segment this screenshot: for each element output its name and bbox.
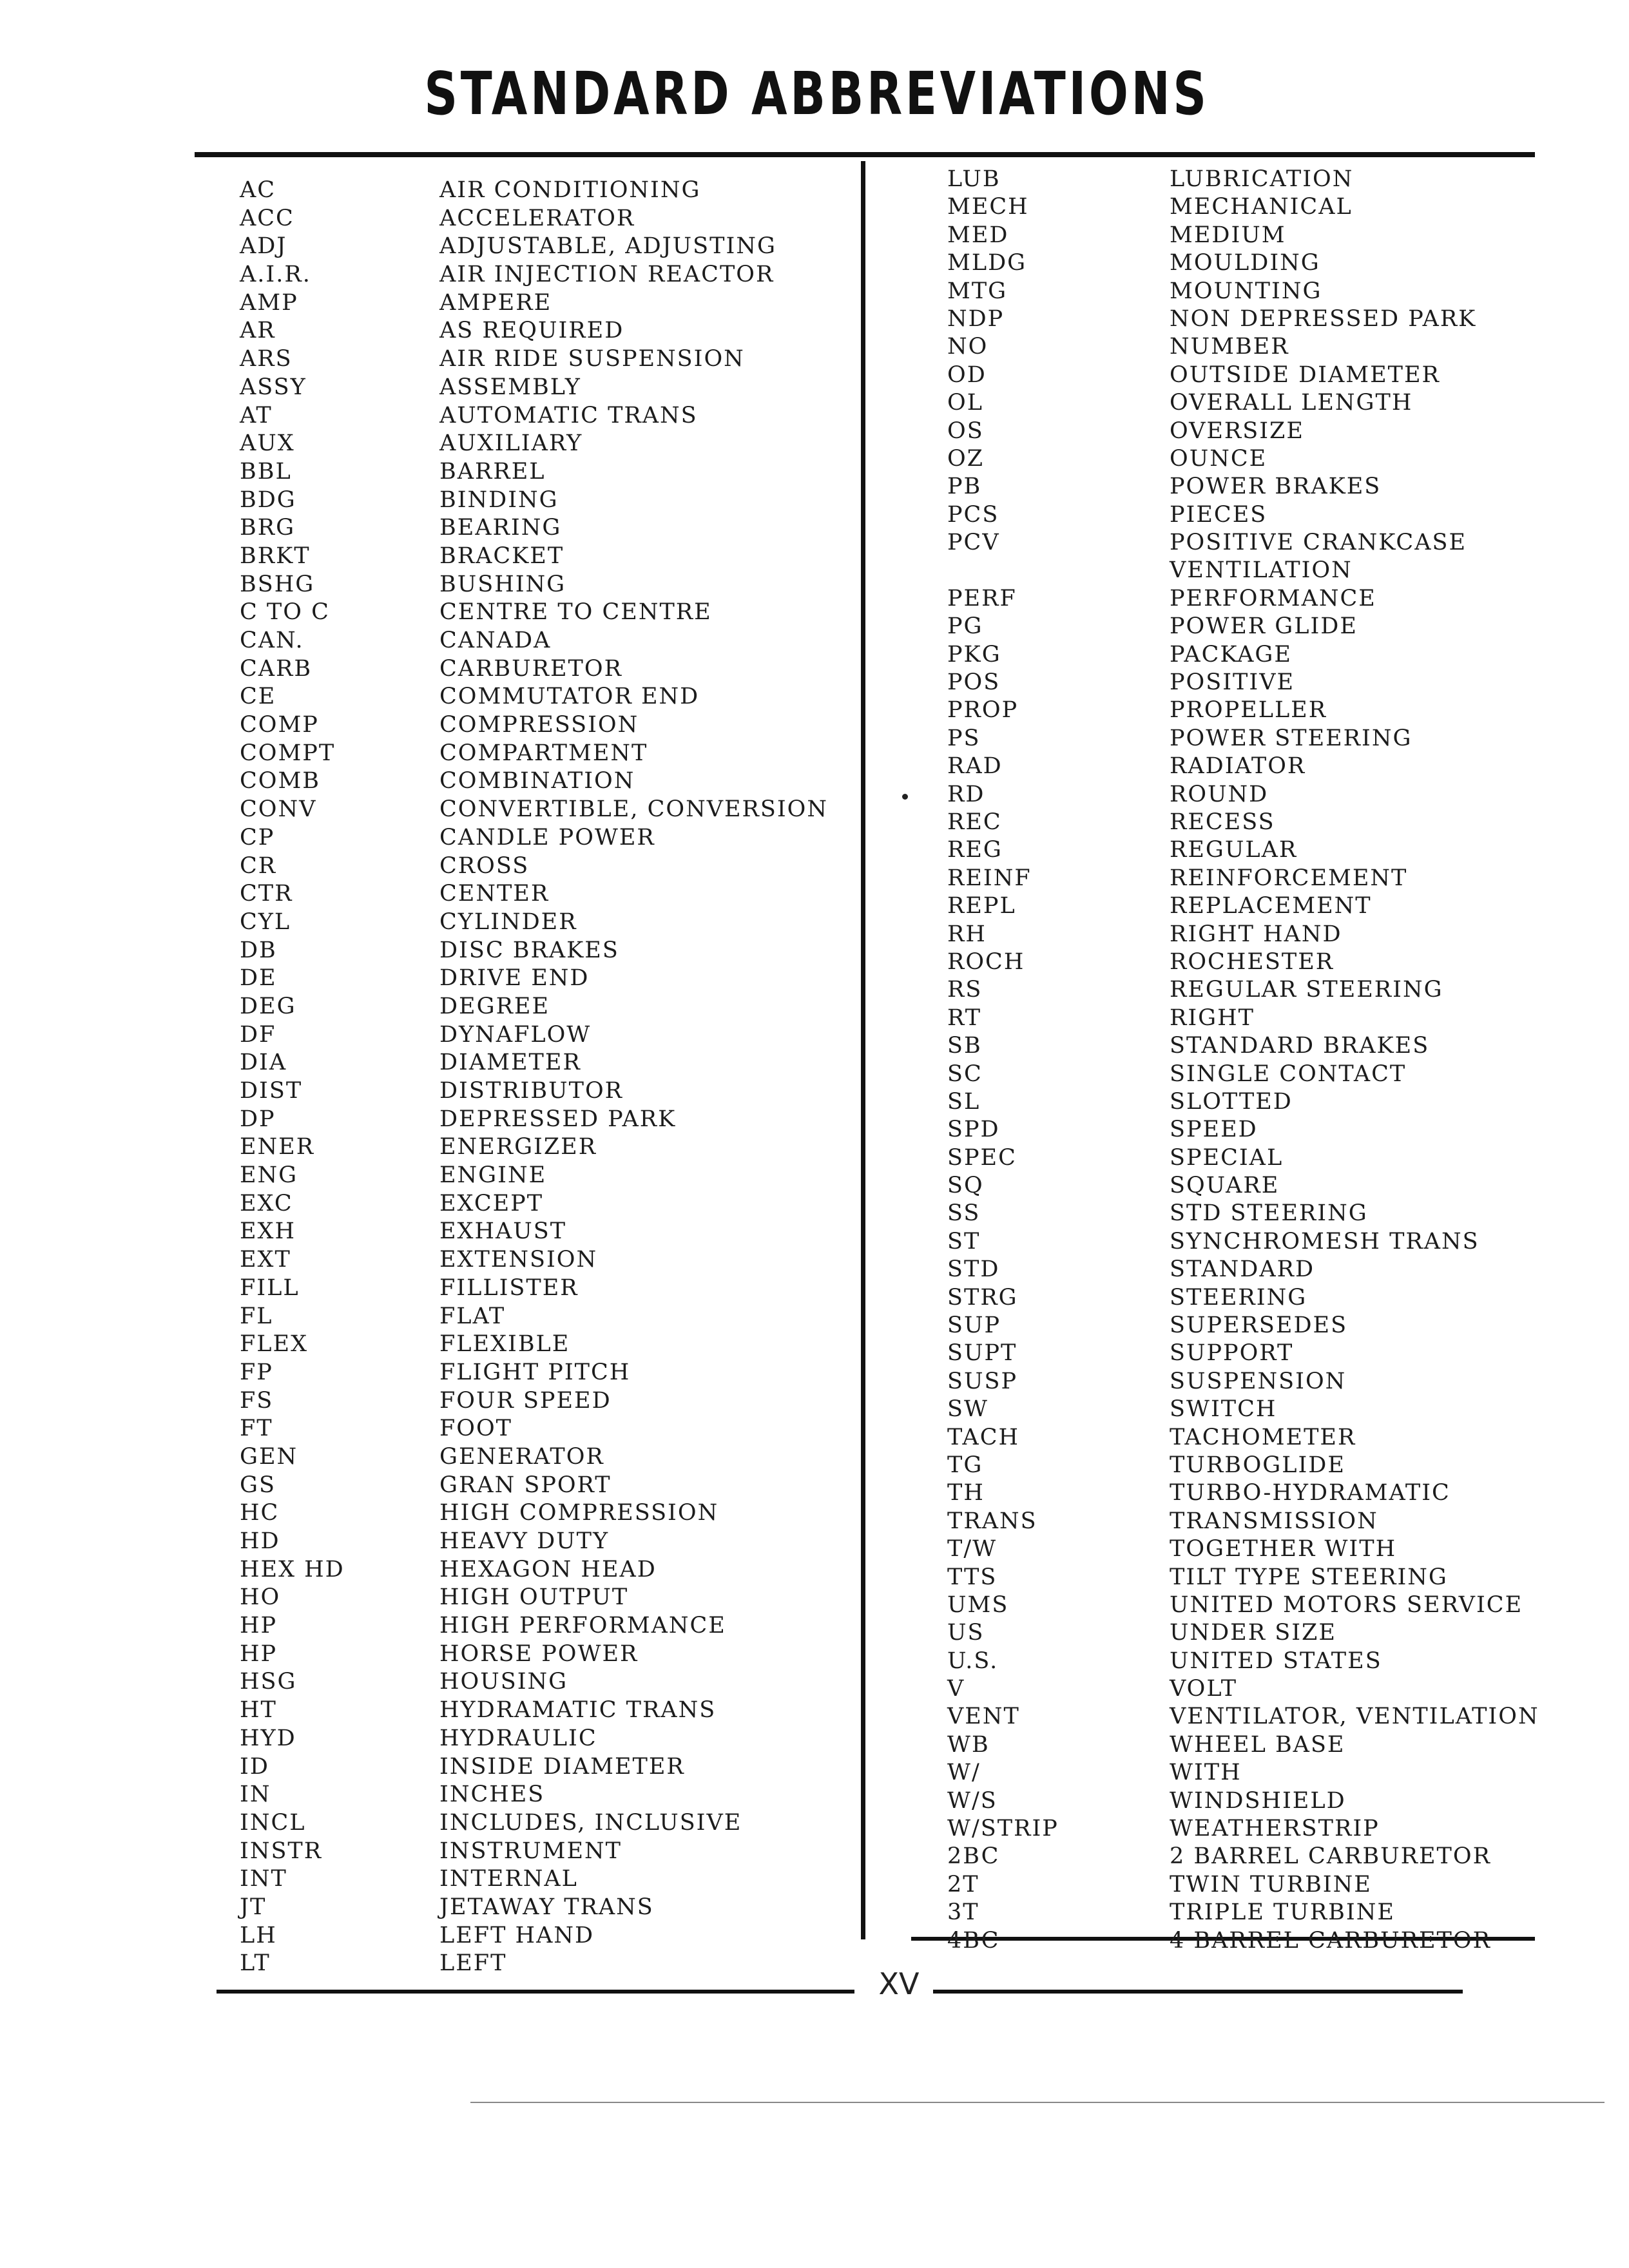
abbreviation-meaning: REGULAR	[1170, 837, 1298, 863]
abbreviation-meaning: TURBO-HYDRAMATIC	[1170, 1480, 1451, 1506]
abbreviation-code: 4BC	[947, 1927, 1000, 1954]
abbreviation-meaning: SPECIAL	[1170, 1144, 1284, 1171]
abbreviation-meaning: EXCEPT	[439, 1190, 544, 1216]
abbreviation-code: CYL	[240, 908, 291, 935]
abbreviation-meaning: CANADA	[439, 628, 552, 653]
abbreviation-meaning: 4 BARREL CARBURETOR	[1170, 1927, 1491, 1954]
abbreviation-code: LT	[240, 1950, 271, 1977]
abbreviation-code: T/W	[947, 1536, 998, 1562]
abbreviation-meaning: DIAMETER	[439, 1050, 581, 1076]
abbreviation-code: DIST	[240, 1078, 303, 1104]
abbreviation-code: GEN	[240, 1443, 298, 1470]
abbreviation-code: 2T	[947, 1871, 979, 1898]
abbreviation-meaning: ROCHESTER	[1170, 948, 1335, 975]
abbreviation-code: HC	[240, 1500, 280, 1526]
abbreviation-code: COMPT	[240, 740, 336, 766]
abbreviation-meaning: HYDRAULIC	[439, 1725, 597, 1751]
abbreviation-meaning: FILLISTER	[439, 1274, 579, 1301]
abbreviation-meaning: SINGLE CONTACT	[1170, 1061, 1407, 1087]
abbreviation-meaning: HIGH OUTPUT	[439, 1584, 629, 1611]
abbreviation-meaning: TILT TYPE STEERING	[1170, 1564, 1448, 1590]
abbreviation-code: A.I.R.	[240, 262, 311, 288]
abbreviation-meaning: POWER STEERING	[1170, 725, 1412, 751]
abbreviation-code: CONV	[240, 796, 317, 823]
abbreviation-code: SUPT	[947, 1340, 1017, 1367]
abbreviation-code: POS	[947, 669, 1001, 696]
abbreviation-code: HSG	[240, 1669, 297, 1695]
abbreviation-meaning: ADJUSTABLE, ADJUSTING	[439, 233, 776, 260]
abbreviation-code: SPD	[947, 1117, 1000, 1143]
abbreviation-code: INT	[240, 1866, 287, 1892]
abbreviation-code: REPL	[947, 893, 1016, 919]
abbreviation-code: RD	[947, 781, 985, 807]
abbreviation-code: AR	[240, 318, 276, 344]
scan-artifact-line	[470, 2102, 1605, 2103]
abbreviation-meaning: HIGH COMPRESSION	[439, 1500, 719, 1526]
abbreviation-meaning: POWER BRAKES	[1170, 474, 1382, 500]
abbreviation-code: ID	[240, 1753, 269, 1780]
abbreviation-meaning: TOGETHER WITH	[1170, 1536, 1397, 1562]
abbreviation-code: OL	[947, 390, 983, 416]
abbreviation-meaning: SWITCH	[1170, 1396, 1277, 1423]
abbreviation-code: CR	[240, 852, 277, 879]
abbreviation-meaning: SUSPENSION	[1170, 1368, 1347, 1394]
abbreviation-meaning: JETAWAY TRANS	[439, 1894, 654, 1920]
abbreviation-meaning: LEFT	[439, 1950, 507, 1977]
abbreviation-meaning: CARBURETOR	[439, 655, 622, 682]
abbreviation-code: ASSY	[240, 374, 307, 400]
abbreviation-meaning: CROSS	[439, 852, 530, 879]
abbreviation-code: FL	[240, 1303, 273, 1329]
abbreviation-meaning: INTERNAL	[439, 1866, 578, 1892]
abbreviation-code: ST	[947, 1228, 981, 1254]
abbreviation-meaning: AIR INJECTION REACTOR	[439, 262, 775, 288]
abbreviation-meaning: DEPRESSED PARK	[439, 1106, 677, 1132]
abbreviation-code: TH	[947, 1480, 985, 1506]
abbreviation-code: WB	[947, 1731, 990, 1758]
abbreviation-meaning: HEAVY DUTY	[439, 1528, 610, 1554]
abbreviation-code: TTS	[947, 1564, 998, 1590]
abbreviation-code: RH	[947, 921, 987, 947]
abbreviation-code: EXT	[240, 1247, 291, 1273]
abbreviation-meaning: MOULDING	[1170, 250, 1320, 276]
abbreviation-code: SUSP	[947, 1368, 1018, 1394]
abbreviation-code: FILL	[240, 1274, 300, 1301]
abbreviation-code: C TO C	[240, 599, 330, 626]
abbreviation-code: OS	[947, 418, 984, 444]
abbreviation-meaning: OVERSIZE	[1170, 418, 1304, 444]
abbreviation-code: IN	[240, 1782, 271, 1808]
abbreviation-code: FS	[240, 1387, 274, 1414]
abbreviation-code: SPEC	[947, 1144, 1017, 1171]
abbreviation-meaning: BARREL	[439, 458, 546, 485]
abbreviation-code: PERF	[947, 585, 1017, 611]
abbreviation-meaning: MEDIUM	[1170, 222, 1286, 248]
abbreviation-meaning: NON DEPRESSED PARK	[1170, 305, 1477, 332]
abbreviation-meaning: ACCELERATOR	[439, 205, 635, 231]
abbreviation-meaning: DEGREE	[439, 993, 550, 1019]
abbreviation-meaning: FLEXIBLE	[439, 1331, 570, 1358]
abbreviation-code: BSHG	[240, 571, 315, 597]
abbreviation-meaning: TRIPLE TURBINE	[1170, 1899, 1395, 1926]
page-title: STANDARD ABBREVIATIONS	[424, 59, 1210, 128]
abbreviation-code: EXH	[240, 1218, 296, 1245]
abbreviation-meaning: AMPERE	[439, 289, 552, 316]
abbreviation-code: AC	[240, 177, 276, 203]
abbreviation-meaning: POWER GLIDE	[1170, 613, 1358, 640]
abbreviation-meaning: DYNAFLOW	[439, 1021, 592, 1048]
abbreviation-meaning: HEXAGON HEAD	[439, 1556, 657, 1582]
abbreviation-meaning: UNITED MOTORS SERVICE	[1170, 1591, 1523, 1618]
abbreviation-meaning: RECESS	[1170, 809, 1275, 835]
abbreviation-meaning: INCHES	[439, 1782, 545, 1808]
abbreviation-meaning: DRIVE END	[439, 965, 590, 992]
abbreviation-meaning: BUSHING	[439, 571, 566, 597]
abbreviation-meaning: FOUR SPEED	[439, 1387, 612, 1414]
abbreviation-meaning: HIGH PERFORMANCE	[439, 1613, 726, 1639]
abbreviation-meaning: AIR RIDE SUSPENSION	[439, 346, 745, 372]
abbreviation-code: PCS	[947, 501, 999, 528]
abbreviation-code: ADJ	[240, 233, 287, 260]
abbreviation-meaning: RIGHT	[1170, 1004, 1255, 1031]
abbreviation-meaning: MECHANICAL	[1170, 194, 1353, 220]
abbreviation-code: ENER	[240, 1134, 315, 1160]
abbreviation-code: CTR	[240, 881, 293, 907]
abbreviation-meaning: RIGHT HAND	[1170, 921, 1342, 947]
abbreviation-meaning: AS REQUIRED	[439, 318, 624, 344]
abbreviation-code: W/	[947, 1760, 981, 1786]
abbreviation-code: SC	[947, 1061, 983, 1087]
abbreviation-code: OD	[947, 361, 987, 388]
abbreviation-meaning: COMPARTMENT	[439, 740, 648, 766]
abbreviation-meaning: COMBINATION	[439, 768, 635, 794]
abbreviation-meaning: TWIN TURBINE	[1170, 1871, 1372, 1898]
abbreviation-meaning: COMMUTATOR END	[439, 684, 700, 710]
abbreviation-code: TG	[947, 1452, 983, 1478]
abbreviation-code: INSTR	[240, 1838, 323, 1864]
abbreviation-code: OZ	[947, 445, 985, 472]
abbreviation-code: LUB	[947, 166, 1001, 192]
abbreviation-meaning: OUTSIDE DIAMETER	[1170, 361, 1440, 388]
column-divider	[861, 161, 865, 1939]
abbreviation-meaning: CONVERTIBLE, CONVERSION	[439, 796, 828, 823]
abbreviation-meaning: REINFORCEMENT	[1170, 865, 1408, 891]
abbreviation-code: TRANS	[947, 1508, 1037, 1534]
abbreviation-code: DEG	[240, 993, 296, 1019]
abbreviation-meaning: HORSE POWER	[439, 1640, 639, 1667]
abbreviation-code: SB	[947, 1033, 982, 1059]
abbreviation-meaning: VENTILATION	[1170, 557, 1353, 584]
abbreviation-meaning: CYLINDER	[439, 908, 577, 935]
abbreviation-meaning: SUPPORT	[1170, 1340, 1294, 1367]
abbreviation-code: HO	[240, 1584, 281, 1611]
abbreviation-meaning: REPLACEMENT	[1170, 893, 1372, 919]
abbreviation-meaning: POSITIVE	[1170, 669, 1295, 696]
abbreviation-meaning: SLOTTED	[1170, 1088, 1293, 1115]
abbreviation-code: FT	[240, 1416, 273, 1442]
abbreviation-code: W/STRIP	[947, 1816, 1059, 1842]
abbreviation-meaning: INSTRUMENT	[439, 1838, 622, 1864]
abbreviation-code: MED	[947, 222, 1009, 248]
abbreviation-meaning: PROPELLER	[1170, 697, 1327, 724]
abbreviation-meaning: CENTRE TO CENTRE	[439, 599, 712, 626]
abbreviation-meaning: ENERGIZER	[439, 1134, 597, 1160]
abbreviation-meaning: DISTRIBUTOR	[439, 1078, 623, 1104]
abbreviation-meaning: AUTOMATIC TRANS	[439, 402, 698, 428]
abbreviation-code: REC	[947, 809, 1002, 835]
abbreviation-code: STRG	[947, 1284, 1018, 1311]
abbreviation-meaning: GENERATOR	[439, 1443, 604, 1470]
abbreviation-meaning: INCLUDES, INCLUSIVE	[439, 1809, 742, 1836]
abbreviation-code: NDP	[947, 305, 1005, 332]
abbreviation-meaning: CENTER	[439, 881, 550, 907]
abbreviation-code: RAD	[947, 753, 1003, 780]
abbreviation-code: SL	[947, 1088, 981, 1115]
footer-rule-left	[217, 1990, 854, 1994]
abbreviation-code: HEX HD	[240, 1556, 345, 1582]
abbreviation-code: CP	[240, 824, 275, 850]
stray-dot-mark	[902, 794, 908, 800]
abbreviation-meaning: NUMBER	[1170, 334, 1289, 360]
abbreviation-code: DF	[240, 1021, 276, 1048]
abbreviation-meaning: HYDRAMATIC TRANS	[439, 1697, 717, 1724]
abbreviation-code: HP	[240, 1640, 278, 1667]
abbreviation-meaning: STEERING	[1170, 1284, 1307, 1311]
abbreviation-code: RS	[947, 977, 983, 1003]
abbreviation-code: COMP	[240, 712, 319, 738]
abbreviation-code: SQ	[947, 1173, 984, 1199]
abbreviation-code: UMS	[947, 1591, 1009, 1618]
abbreviation-code: HP	[240, 1613, 278, 1639]
abbreviation-meaning: LEFT HAND	[439, 1922, 595, 1948]
abbreviation-meaning: PIECES	[1170, 501, 1268, 528]
abbreviation-code: HD	[240, 1528, 280, 1554]
abbreviation-code: LH	[240, 1922, 277, 1948]
abbreviation-meaning: SQUARE	[1170, 1173, 1280, 1199]
abbreviation-code: MECH	[947, 194, 1029, 220]
abbreviation-code: EXC	[240, 1190, 293, 1216]
abbreviation-code: W/S	[947, 1787, 998, 1814]
abbreviation-code: SUP	[947, 1312, 1001, 1339]
abbreviation-code: PROP	[947, 697, 1019, 724]
abbreviation-meaning: BEARING	[439, 515, 562, 541]
abbreviation-meaning: SYNCHROMESH TRANS	[1170, 1228, 1480, 1254]
abbreviation-code: FLEX	[240, 1331, 308, 1358]
abbreviation-meaning: STANDARD	[1170, 1256, 1315, 1283]
abbreviation-code: GS	[240, 1472, 276, 1498]
abbreviation-code: PG	[947, 613, 983, 640]
abbreviation-meaning: VENTILATOR, VENTILATION	[1170, 1704, 1539, 1730]
abbreviation-meaning: RADIATOR	[1170, 753, 1306, 780]
abbreviation-meaning: FOOT	[439, 1416, 513, 1442]
abbreviation-meaning: SUPERSEDES	[1170, 1312, 1348, 1339]
abbreviation-meaning: AUXILIARY	[439, 430, 583, 457]
abbreviation-code: DP	[240, 1106, 276, 1132]
abbreviation-meaning: REGULAR STEERING	[1170, 977, 1443, 1003]
abbreviation-code: V	[947, 1676, 965, 1702]
abbreviation-meaning: STANDARD BRAKES	[1170, 1033, 1430, 1059]
abbreviation-meaning: SPEED	[1170, 1117, 1258, 1143]
abbreviation-meaning: PACKAGE	[1170, 641, 1292, 668]
abbreviation-meaning: TRANSMISSION	[1170, 1508, 1378, 1534]
abbreviation-meaning: OUNCE	[1170, 445, 1268, 472]
abbreviation-code: CAN.	[240, 628, 304, 653]
abbreviation-meaning: HOUSING	[439, 1669, 568, 1695]
abbreviation-code: BRG	[240, 515, 296, 541]
abbreviation-meaning: WEATHERSTRIP	[1170, 1816, 1380, 1842]
abbreviation-meaning: BRACKET	[439, 543, 564, 569]
abbreviation-code: SS	[947, 1200, 981, 1227]
abbreviation-code: CE	[240, 684, 276, 710]
abbreviation-code: RT	[947, 1004, 982, 1031]
abbreviation-code: CARB	[240, 655, 313, 682]
abbreviation-meaning: FLIGHT PITCH	[439, 1359, 631, 1385]
abbreviation-code: DB	[240, 937, 277, 963]
abbreviation-meaning: INSIDE DIAMETER	[439, 1753, 685, 1780]
abbreviation-code: REG	[947, 837, 1003, 863]
abbreviation-code: TACH	[947, 1424, 1020, 1450]
abbreviation-meaning: LUBRICATION	[1170, 166, 1354, 192]
abbreviation-code: REINF	[947, 865, 1032, 891]
abbreviation-code: HYD	[240, 1725, 296, 1751]
abbreviation-meaning: WHEEL BASE	[1170, 1731, 1345, 1758]
abbreviation-meaning: VOLT	[1170, 1676, 1238, 1702]
abbreviation-meaning: COMPRESSION	[439, 712, 639, 738]
abbreviation-code: INCL	[240, 1809, 306, 1836]
abbreviation-meaning: 2 BARREL CARBURETOR	[1170, 1843, 1491, 1870]
abbreviation-meaning: CANDLE POWER	[439, 824, 655, 850]
abbreviation-code: MTG	[947, 278, 1008, 304]
abbreviation-code: NO	[947, 334, 988, 360]
abbreviation-code: HT	[240, 1697, 277, 1724]
abbreviation-meaning: UNDER SIZE	[1170, 1620, 1336, 1646]
abbreviation-code: FP	[240, 1359, 273, 1385]
abbreviation-meaning: WITH	[1170, 1760, 1242, 1786]
abbreviation-meaning: TACHOMETER	[1170, 1424, 1356, 1450]
page-number: XV	[878, 1966, 920, 2001]
abbreviation-code: AMP	[240, 289, 298, 316]
abbreviation-code: ACC	[240, 205, 294, 231]
abbreviation-meaning: WINDSHIELD	[1170, 1787, 1346, 1814]
abbreviation-meaning: EXHAUST	[439, 1218, 567, 1245]
abbreviation-code: MLDG	[947, 250, 1027, 276]
abbreviation-meaning: BINDING	[439, 486, 559, 513]
abbreviation-code: ENG	[240, 1162, 298, 1189]
abbreviation-code: VENT	[947, 1704, 1020, 1730]
abbreviation-meaning: GRAN SPORT	[439, 1472, 612, 1498]
abbreviation-meaning: EXTENSION	[439, 1247, 598, 1273]
abbreviation-code: BDG	[240, 486, 296, 513]
abbreviation-code: ARS	[240, 346, 293, 372]
top-rule	[195, 152, 1535, 157]
abbreviation-meaning: MOUNTING	[1170, 278, 1322, 304]
abbreviation-code: JT	[240, 1894, 267, 1920]
abbreviation-meaning: TURBOGLIDE	[1170, 1452, 1345, 1478]
abbreviation-code: DIA	[240, 1050, 287, 1076]
abbreviation-code: ROCH	[947, 948, 1025, 975]
abbreviation-code: COMB	[240, 768, 321, 794]
abbreviation-meaning: ENGINE	[439, 1162, 547, 1189]
abbreviation-code: PKG	[947, 641, 1001, 668]
abbreviation-meaning: DISC BRAKES	[439, 937, 619, 963]
abbreviation-code: AUX	[240, 430, 295, 457]
abbreviation-code: BBL	[240, 458, 292, 485]
abbreviation-meaning: AIR CONDITIONING	[439, 177, 701, 203]
abbreviation-code: SW	[947, 1396, 988, 1423]
footer-rule-right	[933, 1990, 1463, 1994]
abbreviation-meaning: ASSEMBLY	[439, 374, 581, 400]
abbreviation-meaning: FLAT	[439, 1303, 506, 1329]
abbreviation-code: 2BC	[947, 1843, 1000, 1870]
abbreviation-meaning: PERFORMANCE	[1170, 585, 1376, 611]
abbreviation-code: PCV	[947, 530, 1000, 556]
abbreviation-meaning: STD STEERING	[1170, 1200, 1368, 1227]
abbreviation-code: U.S.	[947, 1648, 999, 1674]
abbreviation-meaning: UNITED STATES	[1170, 1648, 1382, 1674]
abbreviation-meaning: POSITIVE CRANKCASE	[1170, 530, 1467, 556]
abbreviation-meaning: OVERALL LENGTH	[1170, 390, 1413, 416]
abbreviation-code: 3T	[947, 1899, 979, 1926]
abbreviation-code: BRKT	[240, 543, 311, 569]
abbreviation-code: PB	[947, 474, 982, 500]
abbreviation-code: US	[947, 1620, 985, 1646]
abbreviation-code: AT	[240, 402, 273, 428]
abbreviation-code: DE	[240, 965, 277, 992]
abbreviation-meaning: ROUND	[1170, 781, 1269, 807]
abbreviation-code: PS	[947, 725, 981, 751]
abbreviation-code: STD	[947, 1256, 1000, 1283]
